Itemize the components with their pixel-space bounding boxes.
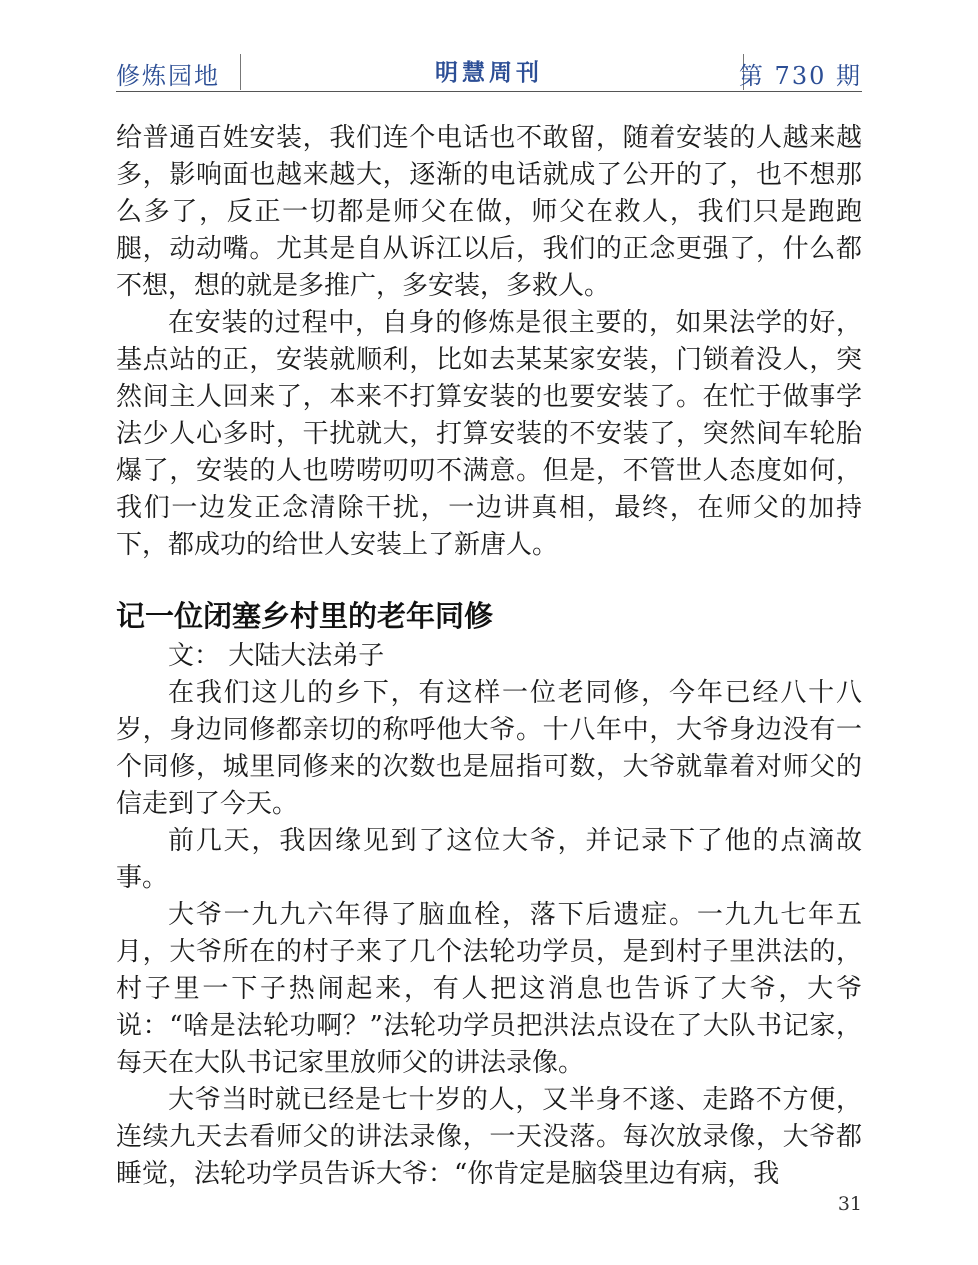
- paragraph-continued: 给普通百姓安装，我们连个电话也不敢留，随着安装的人越来越多，影响面也越来越大，逐渐的电话就成了公开的了，也不想那么多了，反正一切都是师父在做，师父在救人，我们只是跑跑腿，动动嘴。尤其是自从诉江以后，我们的正念更强了，什么都不想，想的就是多推广，多安装，多救人。: [116, 123, 862, 301]
- paragraph: 在我们这儿的乡下，有这样一位老同修，今年已经八十八岁，身边同修都亲切的称呼他大爷。十八年中，大爷身边没有一个同修，城里同修来的次数也是屈指可数，大爷就靠着对师父的信走到了今天。: [116, 678, 862, 819]
- header-rule: [116, 91, 862, 92]
- page-body: [116, 120, 862, 1193]
- paragraph: 在安装的过程中，自身的修炼是很主要的，如果法学的好，基点站的正，安装就顺利，比如去某某家安装，门锁着没人，突然间主人回来了，本来不打算安装的也要安装了。在忙于做事学法少人心多时，干扰就大，打算安装的不安装了，突然间车轮胎爆了，安装的人也唠唠叨叨不满意。但是，不管世人态度如何，我们一边发正念清除干扰，一边讲真相，最终，在师父的加持下，都成功的给世人安装上了新唐人。: [116, 308, 862, 560]
- section-title: 修炼园地: [116, 62, 220, 90]
- page-header: [116, 48, 862, 92]
- issue-number: 第 730 期: [738, 62, 862, 90]
- paragraph: 大爷一九九六年得了脑血栓，落下后遗症。一九九七年五月，大爷所在的村子来了几个法轮功学员，是到村子里洪法的，村子里一下子热闹起来，有人把这消息也告诉了大爷，大爷说：“啥是法轮功啊？”法轮功学员把洪法点设在了大队书记家，每天在大队书记家里放师父的讲法录像。: [116, 900, 862, 1078]
- paragraph: 大爷当时就已经是七十岁的人，又半身不遂、走路不方便，连续九天去看师父的讲法录像，一天没落。每次放录像，大爷都睡觉，法轮功学员告诉大爷：“你肯定是脑袋里边有病，我: [116, 1085, 862, 1189]
- article-byline: 文： 大陆大法弟子: [168, 641, 385, 671]
- article-title: 记一位闭塞乡村里的老年同修: [116, 599, 494, 633]
- page-number: 31: [837, 1193, 862, 1215]
- publication-title: 明慧周刊: [435, 60, 543, 86]
- paragraph: 前几天，我因缘见到了这位大爷，并记录下了他的点滴故事。: [116, 826, 862, 893]
